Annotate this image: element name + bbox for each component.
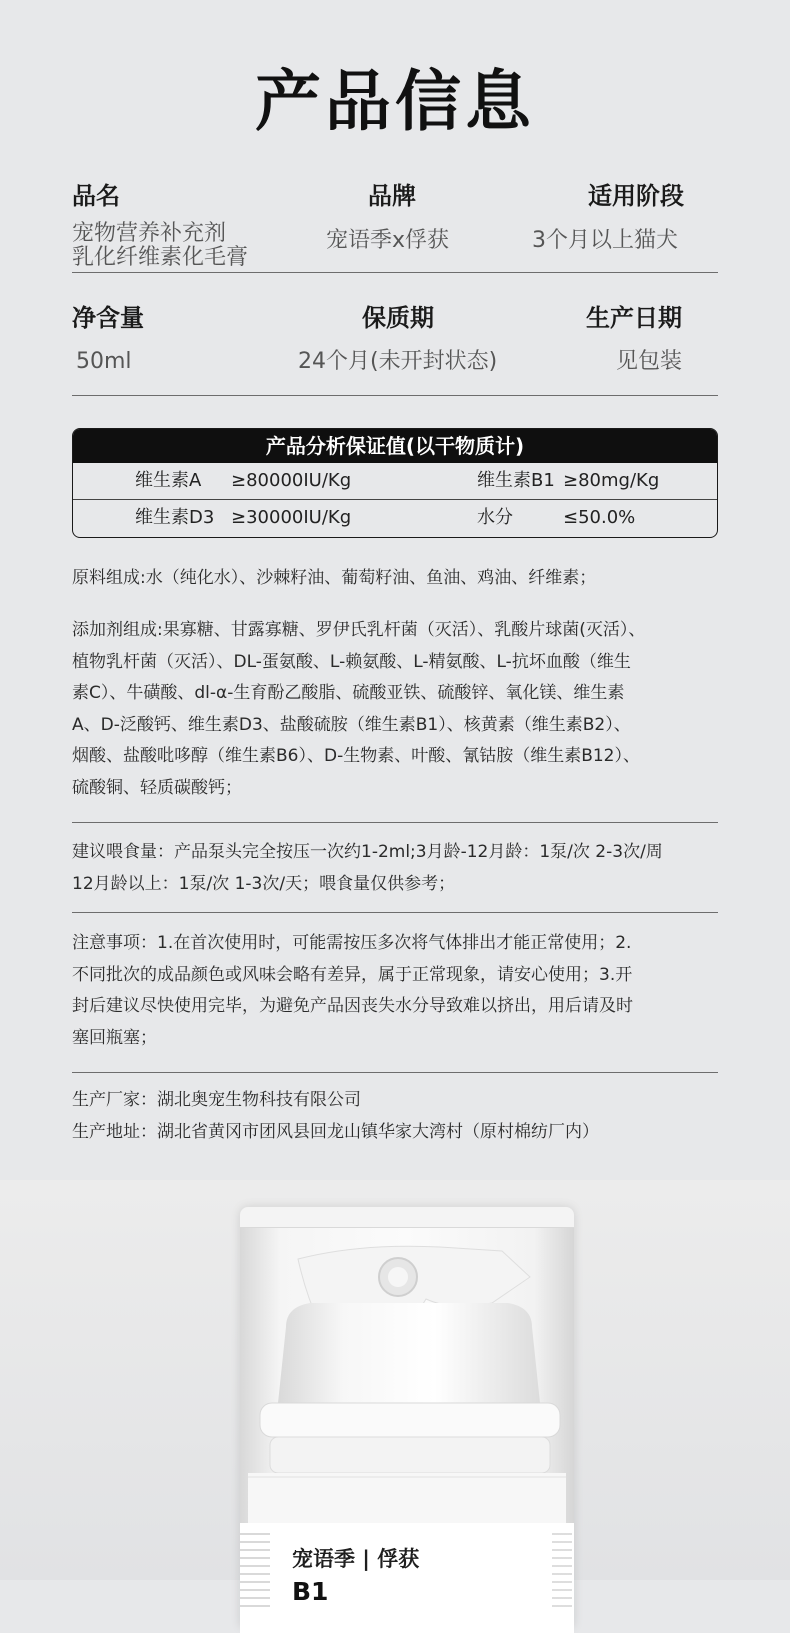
text-line: 12月龄以上：1泵/次 1-3次/天；喂食量仅供参考；	[72, 873, 456, 894]
product-photo	[0, 1180, 790, 1606]
table-cell-value: ≤50.0%	[563, 507, 636, 528]
product-name-line-1: 宠物营养补充剂	[72, 221, 227, 246]
divider	[72, 395, 718, 396]
text-line: A、D-泛酸钙、维生素D3、盐酸硫胺（维生素B1）、核黄素（维生素B2）、	[72, 714, 631, 735]
brand-label: 品牌	[368, 182, 416, 210]
text-line: 生产厂家：湖北奥宠生物科技有限公司	[72, 1090, 361, 1110]
table-cell-key: 水分	[477, 507, 513, 528]
bottle-code-text: B1	[292, 1577, 329, 1606]
shelf-life-label: 保质期	[362, 304, 434, 332]
bottle-label	[240, 1523, 574, 1633]
table-cell-key: 维生素A	[135, 470, 202, 491]
text-line: 烟酸、盐酸吡哆醇（维生素B6）、D-生物素、叶酸、氰钴胺（维生素B12）、	[72, 746, 640, 766]
bottle-side-text	[552, 1527, 572, 1607]
additives-text	[72, 615, 732, 804]
divider	[72, 912, 718, 913]
text-line: 封后建议尽快使用完毕，为避免产品因丧失水分导致难以挤出，用后请及时	[72, 996, 633, 1016]
production-date-label: 生产日期	[586, 304, 682, 332]
page-title: 产品信息	[255, 63, 535, 140]
shelf-life-value: 24个月(未开封状态)	[298, 349, 498, 374]
table-cell-key: 维生素D3	[135, 507, 215, 528]
text-line: 植物乳杆菌（灭活）、DL-蛋氨酸、L-赖氨酸、L-精氨酸、L-抗坏血酸（维生	[72, 651, 631, 672]
pump-bottle	[240, 1207, 574, 1627]
text-line: 素C）、牛磺酸、dl-α-生育酚乙酸脂、硫酸亚铁、硫酸锌、氧化镁、维生素	[72, 683, 625, 703]
text-line: 注意事项：1.在首次使用时，可能需按压多次将气体排出才能正常使用；2.	[72, 933, 632, 953]
text-line: 塞回瓶塞；	[72, 1027, 157, 1048]
bottle-brand-text: 宠语季 | 俘获	[292, 1547, 420, 1571]
production-date-value: 见包装	[616, 349, 683, 374]
text-line: 生产地址：湖北省黄冈市团风县回龙山镇华家大湾村（原村棉纺厂内）	[72, 1121, 599, 1142]
feeding-text	[72, 837, 732, 900]
analysis-table	[72, 428, 718, 538]
divider	[72, 1072, 718, 1073]
table-cell-value: ≥80mg/Kg	[563, 470, 660, 491]
net-content-value: 50ml	[76, 349, 132, 374]
text-line: 不同批次的成品颜色或风味会略有差异，属于正常现象，请安心使用；3.开	[72, 964, 633, 985]
divider	[72, 822, 718, 823]
text-line: 添加剂组成:果寡糖、甘露寡糖、罗伊氏乳杆菌（灭活）、乳酸片球菌(灭活）、	[72, 620, 646, 640]
pump-head-illustration	[240, 1207, 574, 1523]
ingredients-text	[72, 563, 732, 595]
manufacturer-text	[72, 1085, 732, 1148]
stage-label: 适用阶段	[588, 182, 684, 210]
notes-text	[72, 928, 732, 1054]
text-line: 硫酸铜、轻质碳酸钙；	[72, 777, 242, 798]
divider	[72, 272, 718, 273]
product-name-label: 品名	[72, 182, 120, 210]
brand-value: 宠语季x俘获	[326, 228, 450, 253]
net-content-label: 净含量	[72, 304, 144, 332]
table-row	[73, 500, 717, 536]
product-name-line-2: 乳化纤维素化毛膏	[72, 245, 249, 270]
text-line: 原料组成:水（纯化水）、沙棘籽油、葡萄籽油、鱼油、鸡油、纤维素；	[72, 568, 597, 588]
stage-value: 3个月以上猫犬	[532, 228, 678, 253]
analysis-table-heading: 产品分析保证值(以干物质计)	[73, 429, 717, 463]
table-cell-value: ≥80000IU/Kg	[231, 470, 352, 491]
table-cell-key: 维生素B1	[477, 470, 555, 491]
table-cell-value: ≥30000IU/Kg	[231, 507, 352, 528]
bottle-side-text	[240, 1527, 270, 1607]
table-row	[73, 463, 717, 500]
text-line: 建议喂食量：产品泵头完全按压一次约1-2ml;3月龄-12月龄：1泵/次 2-3次/周	[72, 842, 663, 862]
